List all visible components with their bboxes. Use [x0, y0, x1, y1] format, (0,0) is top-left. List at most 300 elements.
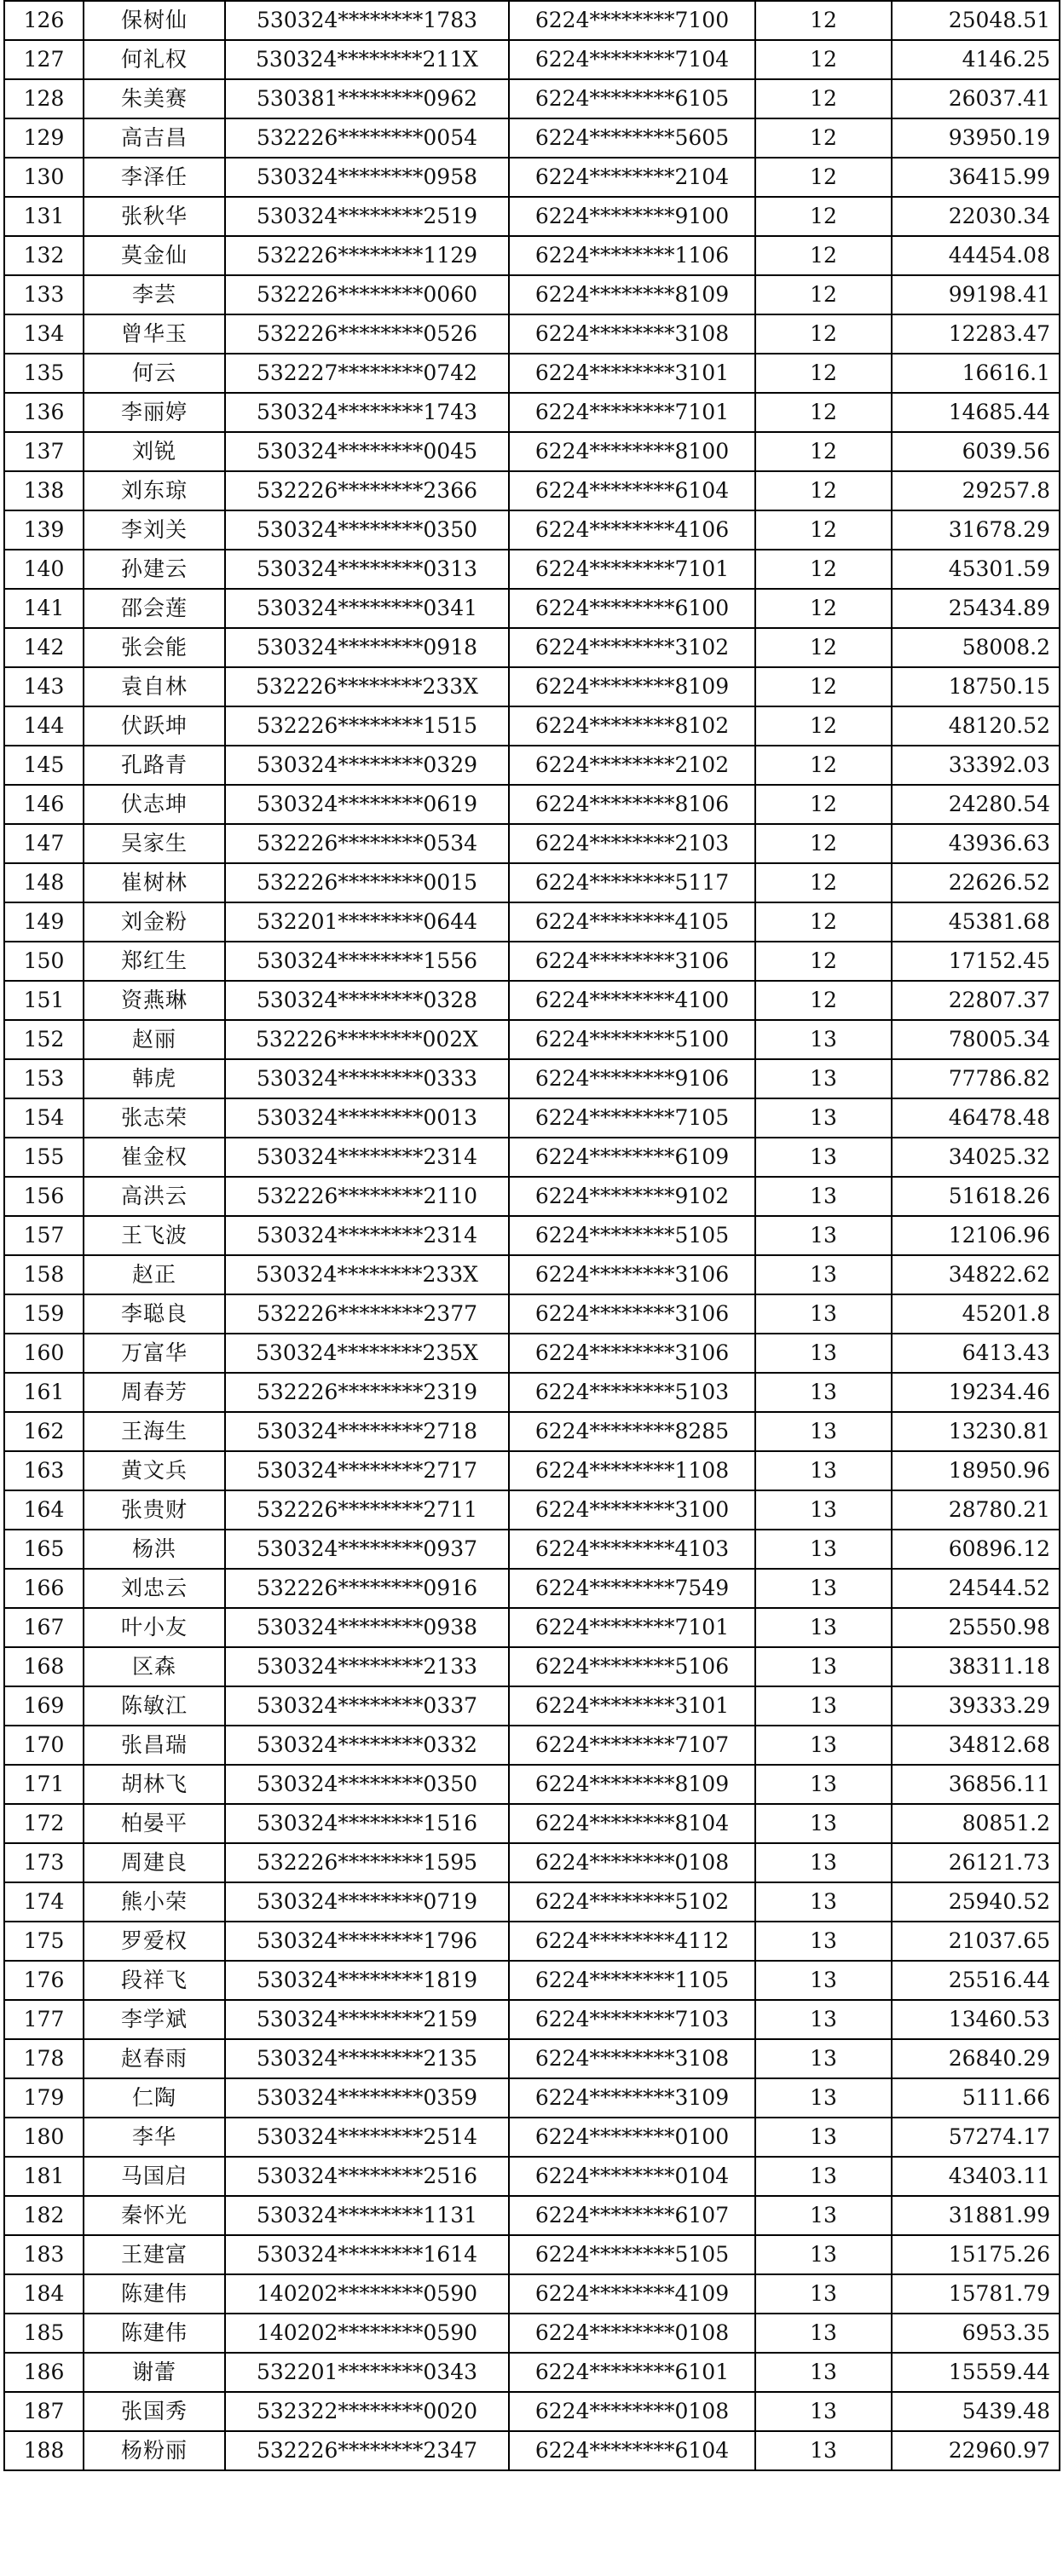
group-cell: 13	[755, 2078, 892, 2118]
row-number-cell: 131	[4, 197, 84, 236]
bank-account-cell: 6224********0104	[509, 2157, 755, 2196]
id-number-cell: 530324********0938	[225, 1608, 509, 1647]
id-number-cell: 530324********1556	[225, 942, 509, 981]
name-cell: 孔路青	[84, 746, 225, 785]
amount-cell: 36415.99	[892, 158, 1060, 197]
table-row	[4, 197, 1060, 236]
bank-account-cell: 6224********7103	[509, 2000, 755, 2039]
group-cell: 12	[755, 863, 892, 902]
table-row	[4, 1020, 1060, 1059]
id-number-cell: 532226********0526	[225, 314, 509, 354]
table-row	[4, 550, 1060, 589]
id-number-cell: 532226********0015	[225, 863, 509, 902]
row-number-cell: 172	[4, 1804, 84, 1843]
row-number-cell: 182	[4, 2196, 84, 2235]
group-cell: 13	[755, 1294, 892, 1334]
id-number-cell: 530324********1743	[225, 393, 509, 432]
id-number-cell: 532226********0060	[225, 275, 509, 314]
name-cell: 杨洪	[84, 1530, 225, 1569]
amount-cell: 43403.11	[892, 2157, 1060, 2196]
name-cell: 区森	[84, 1647, 225, 1686]
group-cell: 13	[755, 1530, 892, 1569]
payment-table	[3, 0, 1060, 2471]
table-row	[4, 40, 1060, 79]
name-cell: 李华	[84, 2118, 225, 2157]
amount-cell: 31881.99	[892, 2196, 1060, 2235]
bank-account-cell: 6224********7101	[509, 393, 755, 432]
amount-cell: 13460.53	[892, 2000, 1060, 2039]
bank-account-cell: 6224********9106	[509, 1059, 755, 1098]
table-row	[4, 1098, 1060, 1138]
bank-account-cell: 6224********4103	[509, 1530, 755, 1569]
bank-account-cell: 6224********3101	[509, 354, 755, 393]
table-row	[4, 2314, 1060, 2353]
row-number-cell: 180	[4, 2118, 84, 2157]
amount-cell: 78005.34	[892, 1020, 1060, 1059]
amount-cell: 77786.82	[892, 1059, 1060, 1098]
amount-cell: 24544.52	[892, 1569, 1060, 1608]
id-number-cell: 530324********235X	[225, 1334, 509, 1373]
row-number-cell: 137	[4, 432, 84, 471]
name-cell: 周春芳	[84, 1373, 225, 1412]
row-number-cell: 153	[4, 1059, 84, 1098]
name-cell: 邵会莲	[84, 589, 225, 628]
name-cell: 李学斌	[84, 2000, 225, 2039]
group-cell: 12	[755, 158, 892, 197]
id-number-cell: 530324********211X	[225, 40, 509, 79]
table-row	[4, 1255, 1060, 1294]
row-number-cell: 136	[4, 393, 84, 432]
table-row	[4, 432, 1060, 471]
row-number-cell: 139	[4, 510, 84, 550]
amount-cell: 34812.68	[892, 1726, 1060, 1765]
id-number-cell: 532226********2366	[225, 471, 509, 510]
table-row	[4, 1530, 1060, 1569]
table-row	[4, 118, 1060, 158]
id-number-cell: 532226********1595	[225, 1843, 509, 1882]
bank-account-cell: 6224********1108	[509, 1451, 755, 1490]
id-number-cell: 530324********2159	[225, 2000, 509, 2039]
row-number-cell: 154	[4, 1098, 84, 1138]
name-cell: 袁自林	[84, 667, 225, 706]
group-cell: 13	[755, 1020, 892, 1059]
id-number-cell: 530324********1516	[225, 1804, 509, 1843]
group-cell: 13	[755, 1373, 892, 1412]
group-cell: 13	[755, 1608, 892, 1647]
amount-cell: 36856.11	[892, 1765, 1060, 1804]
name-cell: 王飞波	[84, 1216, 225, 1255]
name-cell: 李聪良	[84, 1294, 225, 1334]
bank-account-cell: 6224********3106	[509, 1334, 755, 1373]
bank-account-cell: 6224********0108	[509, 1843, 755, 1882]
id-number-cell: 532227********0742	[225, 354, 509, 393]
amount-cell: 22626.52	[892, 863, 1060, 902]
row-number-cell: 165	[4, 1530, 84, 1569]
table-row	[4, 2118, 1060, 2157]
amount-cell: 14685.44	[892, 393, 1060, 432]
id-number-cell: 530324********2314	[225, 1216, 509, 1255]
id-number-cell: 530324********0350	[225, 1765, 509, 1804]
amount-cell: 45201.8	[892, 1294, 1060, 1334]
bank-account-cell: 6224********6101	[509, 2353, 755, 2392]
id-number-cell: 530324********2133	[225, 1647, 509, 1686]
group-cell: 12	[755, 236, 892, 275]
row-number-cell: 176	[4, 1961, 84, 2000]
bank-account-cell: 6224********6105	[509, 79, 755, 118]
bank-account-cell: 6224********6109	[509, 1138, 755, 1177]
group-cell: 13	[755, 1138, 892, 1177]
bank-account-cell: 6224********7100	[509, 1, 755, 40]
name-cell: 李刘关	[84, 510, 225, 550]
row-number-cell: 167	[4, 1608, 84, 1647]
group-cell: 12	[755, 550, 892, 589]
amount-cell: 26121.73	[892, 1843, 1060, 1882]
id-number-cell: 532226********0534	[225, 824, 509, 863]
bank-account-cell: 6224********3108	[509, 314, 755, 354]
amount-cell: 51618.26	[892, 1177, 1060, 1216]
row-number-cell: 174	[4, 1882, 84, 1922]
row-number-cell: 171	[4, 1765, 84, 1804]
group-cell: 12	[755, 1, 892, 40]
table-row	[4, 2353, 1060, 2392]
name-cell: 胡林飞	[84, 1765, 225, 1804]
group-cell: 13	[755, 1804, 892, 1843]
bank-account-cell: 6224********5105	[509, 2235, 755, 2274]
amount-cell: 34822.62	[892, 1255, 1060, 1294]
table-row	[4, 2000, 1060, 2039]
name-cell: 赵丽	[84, 1020, 225, 1059]
bank-account-cell: 6224********9100	[509, 197, 755, 236]
table-row	[4, 942, 1060, 981]
bank-account-cell: 6224********0100	[509, 2118, 755, 2157]
id-number-cell: 532226********2110	[225, 1177, 509, 1216]
amount-cell: 5111.66	[892, 2078, 1060, 2118]
table-row	[4, 1961, 1060, 2000]
name-cell: 陈敏江	[84, 1686, 225, 1726]
name-cell: 段祥飞	[84, 1961, 225, 2000]
row-number-cell: 130	[4, 158, 84, 197]
group-cell: 12	[755, 40, 892, 79]
name-cell: 伏跃坤	[84, 706, 225, 746]
group-cell: 12	[755, 667, 892, 706]
amount-cell: 25434.89	[892, 589, 1060, 628]
amount-cell: 26037.41	[892, 79, 1060, 118]
name-cell: 赵春雨	[84, 2039, 225, 2078]
bank-account-cell: 6224********8109	[509, 1765, 755, 1804]
name-cell: 刘忠云	[84, 1569, 225, 1608]
amount-cell: 48120.52	[892, 706, 1060, 746]
row-number-cell: 162	[4, 1412, 84, 1451]
group-cell: 12	[755, 354, 892, 393]
group-cell: 13	[755, 1059, 892, 1098]
bank-account-cell: 6224********8109	[509, 275, 755, 314]
table-row	[4, 1608, 1060, 1647]
id-number-cell: 530324********2718	[225, 1412, 509, 1451]
name-cell: 李芸	[84, 275, 225, 314]
amount-cell: 60896.12	[892, 1530, 1060, 1569]
row-number-cell: 184	[4, 2274, 84, 2314]
bank-account-cell: 6224********3102	[509, 628, 755, 667]
group-cell: 13	[755, 2157, 892, 2196]
group-cell: 12	[755, 314, 892, 354]
amount-cell: 15559.44	[892, 2353, 1060, 2392]
name-cell: 朱美赛	[84, 79, 225, 118]
bank-account-cell: 6224********4105	[509, 902, 755, 942]
row-number-cell: 161	[4, 1373, 84, 1412]
group-cell: 13	[755, 2353, 892, 2392]
name-cell: 王建富	[84, 2235, 225, 2274]
id-number-cell: 532201********0343	[225, 2353, 509, 2392]
id-number-cell: 530324********0719	[225, 1882, 509, 1922]
id-number-cell: 532226********1515	[225, 706, 509, 746]
name-cell: 崔金权	[84, 1138, 225, 1177]
bank-account-cell: 6224********4109	[509, 2274, 755, 2314]
id-number-cell: 530324********0350	[225, 510, 509, 550]
row-number-cell: 126	[4, 1, 84, 40]
table-row	[4, 1804, 1060, 1843]
name-cell: 马国启	[84, 2157, 225, 2196]
id-number-cell: 530324********2516	[225, 2157, 509, 2196]
name-cell: 秦怀光	[84, 2196, 225, 2235]
row-number-cell: 148	[4, 863, 84, 902]
table-row	[4, 1686, 1060, 1726]
row-number-cell: 142	[4, 628, 84, 667]
bank-account-cell: 6224********3101	[509, 1686, 755, 1726]
row-number-cell: 169	[4, 1686, 84, 1726]
id-number-cell: 530324********1614	[225, 2235, 509, 2274]
amount-cell: 6953.35	[892, 2314, 1060, 2353]
id-number-cell: 530324********0918	[225, 628, 509, 667]
amount-cell: 34025.32	[892, 1138, 1060, 1177]
group-cell: 13	[755, 1451, 892, 1490]
row-number-cell: 145	[4, 746, 84, 785]
row-number-cell: 185	[4, 2314, 84, 2353]
table-row	[4, 1138, 1060, 1177]
group-cell: 12	[755, 706, 892, 746]
table-row	[4, 1412, 1060, 1451]
amount-cell: 15175.26	[892, 2235, 1060, 2274]
table-row	[4, 393, 1060, 432]
bank-account-cell: 6224********7549	[509, 1569, 755, 1608]
id-number-cell: 530324********0337	[225, 1686, 509, 1726]
table-row	[4, 236, 1060, 275]
id-number-cell: 532226********0916	[225, 1569, 509, 1608]
group-cell: 13	[755, 1569, 892, 1608]
table-row	[4, 1059, 1060, 1098]
group-cell: 13	[755, 2314, 892, 2353]
bank-account-cell: 6224********3106	[509, 942, 755, 981]
bank-account-cell: 6224********1106	[509, 236, 755, 275]
amount-cell: 22960.97	[892, 2431, 1060, 2470]
name-cell: 孙建云	[84, 550, 225, 589]
name-cell: 张会能	[84, 628, 225, 667]
row-number-cell: 181	[4, 2157, 84, 2196]
table-row	[4, 314, 1060, 354]
group-cell: 13	[755, 2431, 892, 2470]
amount-cell: 33392.03	[892, 746, 1060, 785]
table-row	[4, 1294, 1060, 1334]
bank-account-cell: 6224********2103	[509, 824, 755, 863]
amount-cell: 5439.48	[892, 2392, 1060, 2431]
name-cell: 罗爱权	[84, 1922, 225, 1961]
group-cell: 12	[755, 628, 892, 667]
row-number-cell: 146	[4, 785, 84, 824]
row-number-cell: 187	[4, 2392, 84, 2431]
table-row	[4, 2039, 1060, 2078]
group-cell: 12	[755, 393, 892, 432]
row-number-cell: 140	[4, 550, 84, 589]
id-number-cell: 532322********0020	[225, 2392, 509, 2431]
table-row	[4, 1569, 1060, 1608]
group-cell: 13	[755, 1843, 892, 1882]
id-number-cell: 530324********0328	[225, 981, 509, 1020]
group-cell: 13	[755, 1961, 892, 2000]
name-cell: 张秋华	[84, 197, 225, 236]
row-number-cell: 155	[4, 1138, 84, 1177]
name-cell: 伏志坤	[84, 785, 225, 824]
row-number-cell: 147	[4, 824, 84, 863]
bank-account-cell: 6224********7104	[509, 40, 755, 79]
name-cell: 黄文兵	[84, 1451, 225, 1490]
group-cell: 12	[755, 824, 892, 863]
group-cell: 12	[755, 942, 892, 981]
name-cell: 仁陶	[84, 2078, 225, 2118]
amount-cell: 6039.56	[892, 432, 1060, 471]
row-number-cell: 150	[4, 942, 84, 981]
table-row	[4, 1882, 1060, 1922]
group-cell: 13	[755, 1177, 892, 1216]
table-row	[4, 79, 1060, 118]
amount-cell: 25516.44	[892, 1961, 1060, 2000]
name-cell: 资燕琳	[84, 981, 225, 1020]
row-number-cell: 173	[4, 1843, 84, 1882]
table-row	[4, 158, 1060, 197]
amount-cell: 22807.37	[892, 981, 1060, 1020]
row-number-cell: 164	[4, 1490, 84, 1530]
row-number-cell: 163	[4, 1451, 84, 1490]
name-cell: 叶小友	[84, 1608, 225, 1647]
bank-account-cell: 6224********6104	[509, 2431, 755, 2470]
group-cell: 13	[755, 2392, 892, 2431]
bank-account-cell: 6224********8100	[509, 432, 755, 471]
amount-cell: 58008.2	[892, 628, 1060, 667]
name-cell: 王海生	[84, 1412, 225, 1451]
id-number-cell: 530381********0962	[225, 79, 509, 118]
row-number-cell: 134	[4, 314, 84, 354]
bank-account-cell: 6224********5106	[509, 1647, 755, 1686]
amount-cell: 93950.19	[892, 118, 1060, 158]
name-cell: 柏晏平	[84, 1804, 225, 1843]
row-number-cell: 160	[4, 1334, 84, 1373]
table-row	[4, 275, 1060, 314]
name-cell: 万富华	[84, 1334, 225, 1373]
row-number-cell: 166	[4, 1569, 84, 1608]
name-cell: 高吉昌	[84, 118, 225, 158]
table-row	[4, 824, 1060, 863]
group-cell: 13	[755, 2039, 892, 2078]
table-row	[4, 2196, 1060, 2235]
table-row	[4, 510, 1060, 550]
row-number-cell: 128	[4, 79, 84, 118]
name-cell: 保树仙	[84, 1, 225, 40]
row-number-cell: 186	[4, 2353, 84, 2392]
group-cell: 13	[755, 1255, 892, 1294]
table-row	[4, 2274, 1060, 2314]
id-number-cell: 530324********2314	[225, 1138, 509, 1177]
amount-cell: 17152.45	[892, 942, 1060, 981]
id-number-cell: 530324********2519	[225, 197, 509, 236]
id-number-cell: 530324********2135	[225, 2039, 509, 2078]
bank-account-cell: 6224********5105	[509, 1216, 755, 1255]
amount-cell: 26840.29	[892, 2039, 1060, 2078]
amount-cell: 13230.81	[892, 1412, 1060, 1451]
name-cell: 陈建伟	[84, 2274, 225, 2314]
amount-cell: 12283.47	[892, 314, 1060, 354]
table-row	[4, 2431, 1060, 2470]
name-cell: 李丽婷	[84, 393, 225, 432]
row-number-cell: 179	[4, 2078, 84, 2118]
bank-account-cell: 6224********7107	[509, 1726, 755, 1765]
name-cell: 何云	[84, 354, 225, 393]
bank-account-cell: 6224********3106	[509, 1294, 755, 1334]
table-row	[4, 2235, 1060, 2274]
name-cell: 陈建伟	[84, 2314, 225, 2353]
table-row	[4, 589, 1060, 628]
id-number-cell: 532226********2711	[225, 1490, 509, 1530]
id-number-cell: 530324********0937	[225, 1530, 509, 1569]
bank-account-cell: 6224********2104	[509, 158, 755, 197]
id-number-cell: 530324********1783	[225, 1, 509, 40]
group-cell: 13	[755, 1726, 892, 1765]
group-cell: 12	[755, 118, 892, 158]
id-number-cell: 532226********233X	[225, 667, 509, 706]
group-cell: 12	[755, 902, 892, 942]
amount-cell: 6413.43	[892, 1334, 1060, 1373]
amount-cell: 80851.2	[892, 1804, 1060, 1843]
table-row	[4, 1843, 1060, 1882]
table-row	[4, 785, 1060, 824]
amount-cell: 29257.8	[892, 471, 1060, 510]
id-number-cell: 530324********233X	[225, 1255, 509, 1294]
name-cell: 崔树林	[84, 863, 225, 902]
name-cell: 熊小荣	[84, 1882, 225, 1922]
bank-account-cell: 6224********5102	[509, 1882, 755, 1922]
row-number-cell: 135	[4, 354, 84, 393]
bank-account-cell: 6224********6100	[509, 589, 755, 628]
amount-cell: 24280.54	[892, 785, 1060, 824]
name-cell: 曾华玉	[84, 314, 225, 354]
bank-account-cell: 6224********5100	[509, 1020, 755, 1059]
name-cell: 赵正	[84, 1255, 225, 1294]
id-number-cell: 530324********0341	[225, 589, 509, 628]
amount-cell: 16616.1	[892, 354, 1060, 393]
amount-cell: 39333.29	[892, 1686, 1060, 1726]
table-row	[4, 1373, 1060, 1412]
row-number-cell: 132	[4, 236, 84, 275]
row-number-cell: 151	[4, 981, 84, 1020]
amount-cell: 19234.46	[892, 1373, 1060, 1412]
amount-cell: 31678.29	[892, 510, 1060, 550]
group-cell: 13	[755, 2196, 892, 2235]
bank-account-cell: 6224********6107	[509, 2196, 755, 2235]
table-row	[4, 471, 1060, 510]
table-row	[4, 2157, 1060, 2196]
amount-cell: 22030.34	[892, 197, 1060, 236]
id-number-cell: 532226********0054	[225, 118, 509, 158]
row-number-cell: 158	[4, 1255, 84, 1294]
table-row	[4, 1216, 1060, 1255]
amount-cell: 99198.41	[892, 275, 1060, 314]
